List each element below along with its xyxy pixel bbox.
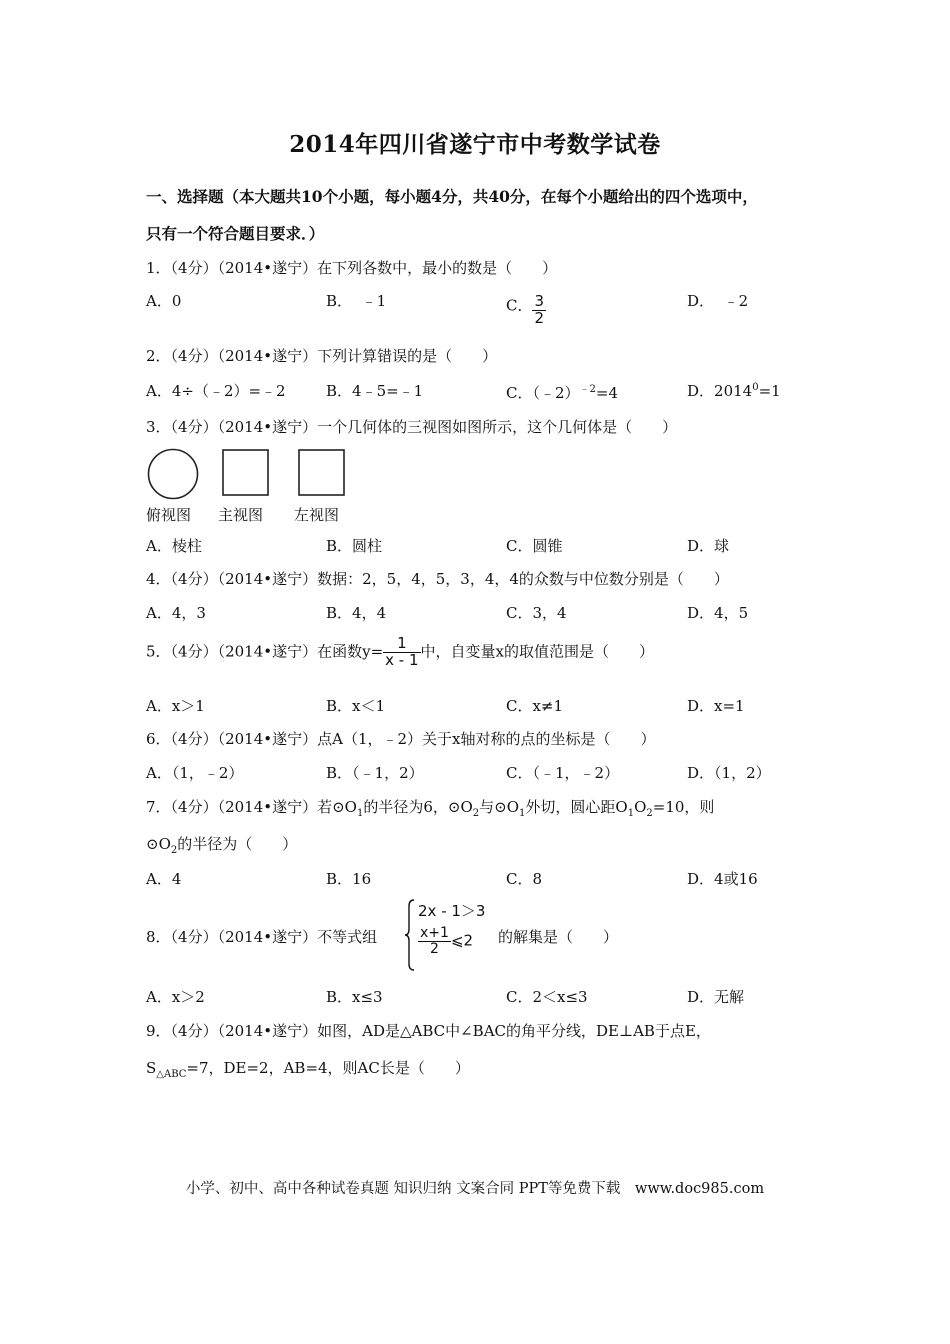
q9-stem-line1: 9．（4分）（2014•遂宁）如图，AD是△ABC中∠BAC的角平分线，DE⊥AB于点E， bbox=[146, 1022, 711, 1040]
q3-option-b: B．圆柱 bbox=[326, 537, 383, 555]
q7-option-a: A．4 bbox=[146, 870, 182, 888]
q8-options bbox=[146, 986, 846, 1010]
top-view-label: 俯视图 bbox=[146, 506, 192, 524]
q1-option-c: C． $\frac{3}{2}$ bbox=[506, 292, 545, 327]
front-view-label: 主视图 bbox=[218, 506, 264, 524]
q1-option-a: A．0 bbox=[146, 292, 182, 310]
top-view-circle bbox=[149, 450, 198, 499]
side-view-label: 左视图 bbox=[294, 506, 340, 524]
inequality-2: $\frac{x+1}{2}$ ⩽2 bbox=[420, 925, 474, 957]
fraction-3-2: $\frac{3}{2}$ bbox=[534, 292, 545, 327]
q2-options bbox=[146, 380, 846, 404]
q6-stem: 6．（4分）（2014•遂宁）点A（1，﹣2）关于x轴对称的点的坐标是（ ） bbox=[146, 730, 656, 748]
page-title: 2014年四川省遂宁市中考数学试卷 bbox=[289, 131, 661, 158]
q8-option-c: C．2＜x≤3 bbox=[506, 988, 588, 1006]
three-view-figure bbox=[146, 448, 386, 528]
q1-option-b: B． ﹣1 bbox=[326, 292, 387, 310]
inequality-1: 2x - 1＞3 bbox=[418, 902, 486, 920]
q5-option-b: B．x＜1 bbox=[326, 697, 386, 715]
q7-stem-line2: $⊙O_2$的半径为（ ） bbox=[146, 835, 298, 856]
q2-option-c: C．（﹣2）$^{﹣2}$=4 bbox=[506, 384, 619, 402]
q9-stem-line2: $S_{\triangle ABC}=7$，DE=2，AB=4，则AC长是（ ） bbox=[146, 1059, 470, 1080]
fraction-1-over-x-minus-1: $\frac{1}{x - 1}$ bbox=[385, 634, 419, 669]
q6-option-d: D．（1，2） bbox=[687, 764, 771, 782]
q8-option-a: A．x＞2 bbox=[146, 988, 205, 1006]
q5-option-c: C．x≠1 bbox=[506, 697, 564, 715]
q6-option-c: C．（﹣1，﹣2） bbox=[506, 764, 620, 782]
q5-stem: 5．（4分）（2014•遂宁）在函数y= $\frac{1}{x - 1}$ 中，自变量x的取值范围是（ ） bbox=[146, 634, 654, 669]
q7-options bbox=[146, 868, 846, 892]
q4-option-c: C．3，4 bbox=[506, 604, 567, 622]
section-header-line2: 只有一个符合题目要求．） bbox=[146, 224, 325, 243]
q2-stem: 2．（4分）（2014•遂宁）下列计算错误的是（ ） bbox=[146, 347, 498, 365]
q7-option-c: C．8 bbox=[506, 870, 543, 888]
q4-option-a: A．4，3 bbox=[146, 604, 206, 622]
q3-stem: 3．（4分）（2014•遂宁）一个几何体的三视图如图所示，这个几何体是（ ） bbox=[146, 418, 678, 436]
q4-options bbox=[146, 602, 846, 626]
q1-options bbox=[146, 290, 846, 327]
q2-option-b: B．4﹣5=﹣1 bbox=[326, 382, 424, 400]
q4-option-d: D．4，5 bbox=[687, 604, 749, 622]
q4-option-b: B．4，4 bbox=[326, 604, 387, 622]
inequality-system bbox=[404, 898, 496, 972]
q4-stem: 4．（4分）（2014•遂宁）数据：2，5，4，5，3，4，4的众数与中位数分别是（ ） bbox=[146, 570, 729, 588]
q1-option-d: D． ﹣2 bbox=[687, 292, 749, 310]
q8-stem-post: 的解集是（ ） bbox=[498, 928, 619, 946]
q3-option-c: C．圆锥 bbox=[506, 537, 563, 555]
left-brace-icon bbox=[404, 898, 416, 972]
three-view-shapes bbox=[146, 448, 386, 504]
section-header-line1: 一、选择题（本大题共10个小题，每小题4分，共40分，在每个小题给出的四个选项中， bbox=[146, 187, 758, 206]
side-view-square bbox=[299, 450, 344, 495]
front-view-square bbox=[223, 450, 268, 495]
q5-option-d: D．x=1 bbox=[687, 697, 745, 715]
q8-option-d: D．无解 bbox=[687, 988, 745, 1006]
q7-option-d: D．4或16 bbox=[687, 870, 758, 888]
q3-options bbox=[146, 535, 846, 559]
q6-option-b: B．（﹣1，2） bbox=[326, 764, 424, 782]
q7-option-b: B．16 bbox=[326, 870, 372, 888]
q1-stem: 1．（4分）（2014•遂宁）在下列各数中，最小的数是（ ） bbox=[146, 259, 558, 277]
q2-option-a: A．4÷（﹣2）=﹣2 bbox=[146, 382, 286, 400]
q3-option-d: D．球 bbox=[687, 537, 730, 555]
q8-option-b: B．x≤3 bbox=[326, 988, 383, 1006]
q3-option-a: A．棱柱 bbox=[146, 537, 202, 555]
q2-option-d: D．$2014^0=1$ bbox=[687, 382, 781, 400]
q6-option-a: A．（1，﹣2） bbox=[146, 764, 244, 782]
page-footer: 小学、初中、高中各种试卷真题 知识归纳 文案合同 PPT等免费下载 www.doc985.com bbox=[185, 1181, 765, 1197]
q5-options bbox=[146, 695, 846, 719]
q5-option-a: A．x＞1 bbox=[146, 697, 205, 715]
q6-options bbox=[146, 762, 846, 786]
q7-stem-line1: 7．（4分）（2014•遂宁）若$⊙O_1$的半径为6，$⊙O_2$与$⊙O_1$外切，圆心距$O_1O_2=10$，则 bbox=[146, 798, 715, 819]
q8-stem: 8．（4分）（2014•遂宁）不等式组 bbox=[146, 928, 378, 946]
